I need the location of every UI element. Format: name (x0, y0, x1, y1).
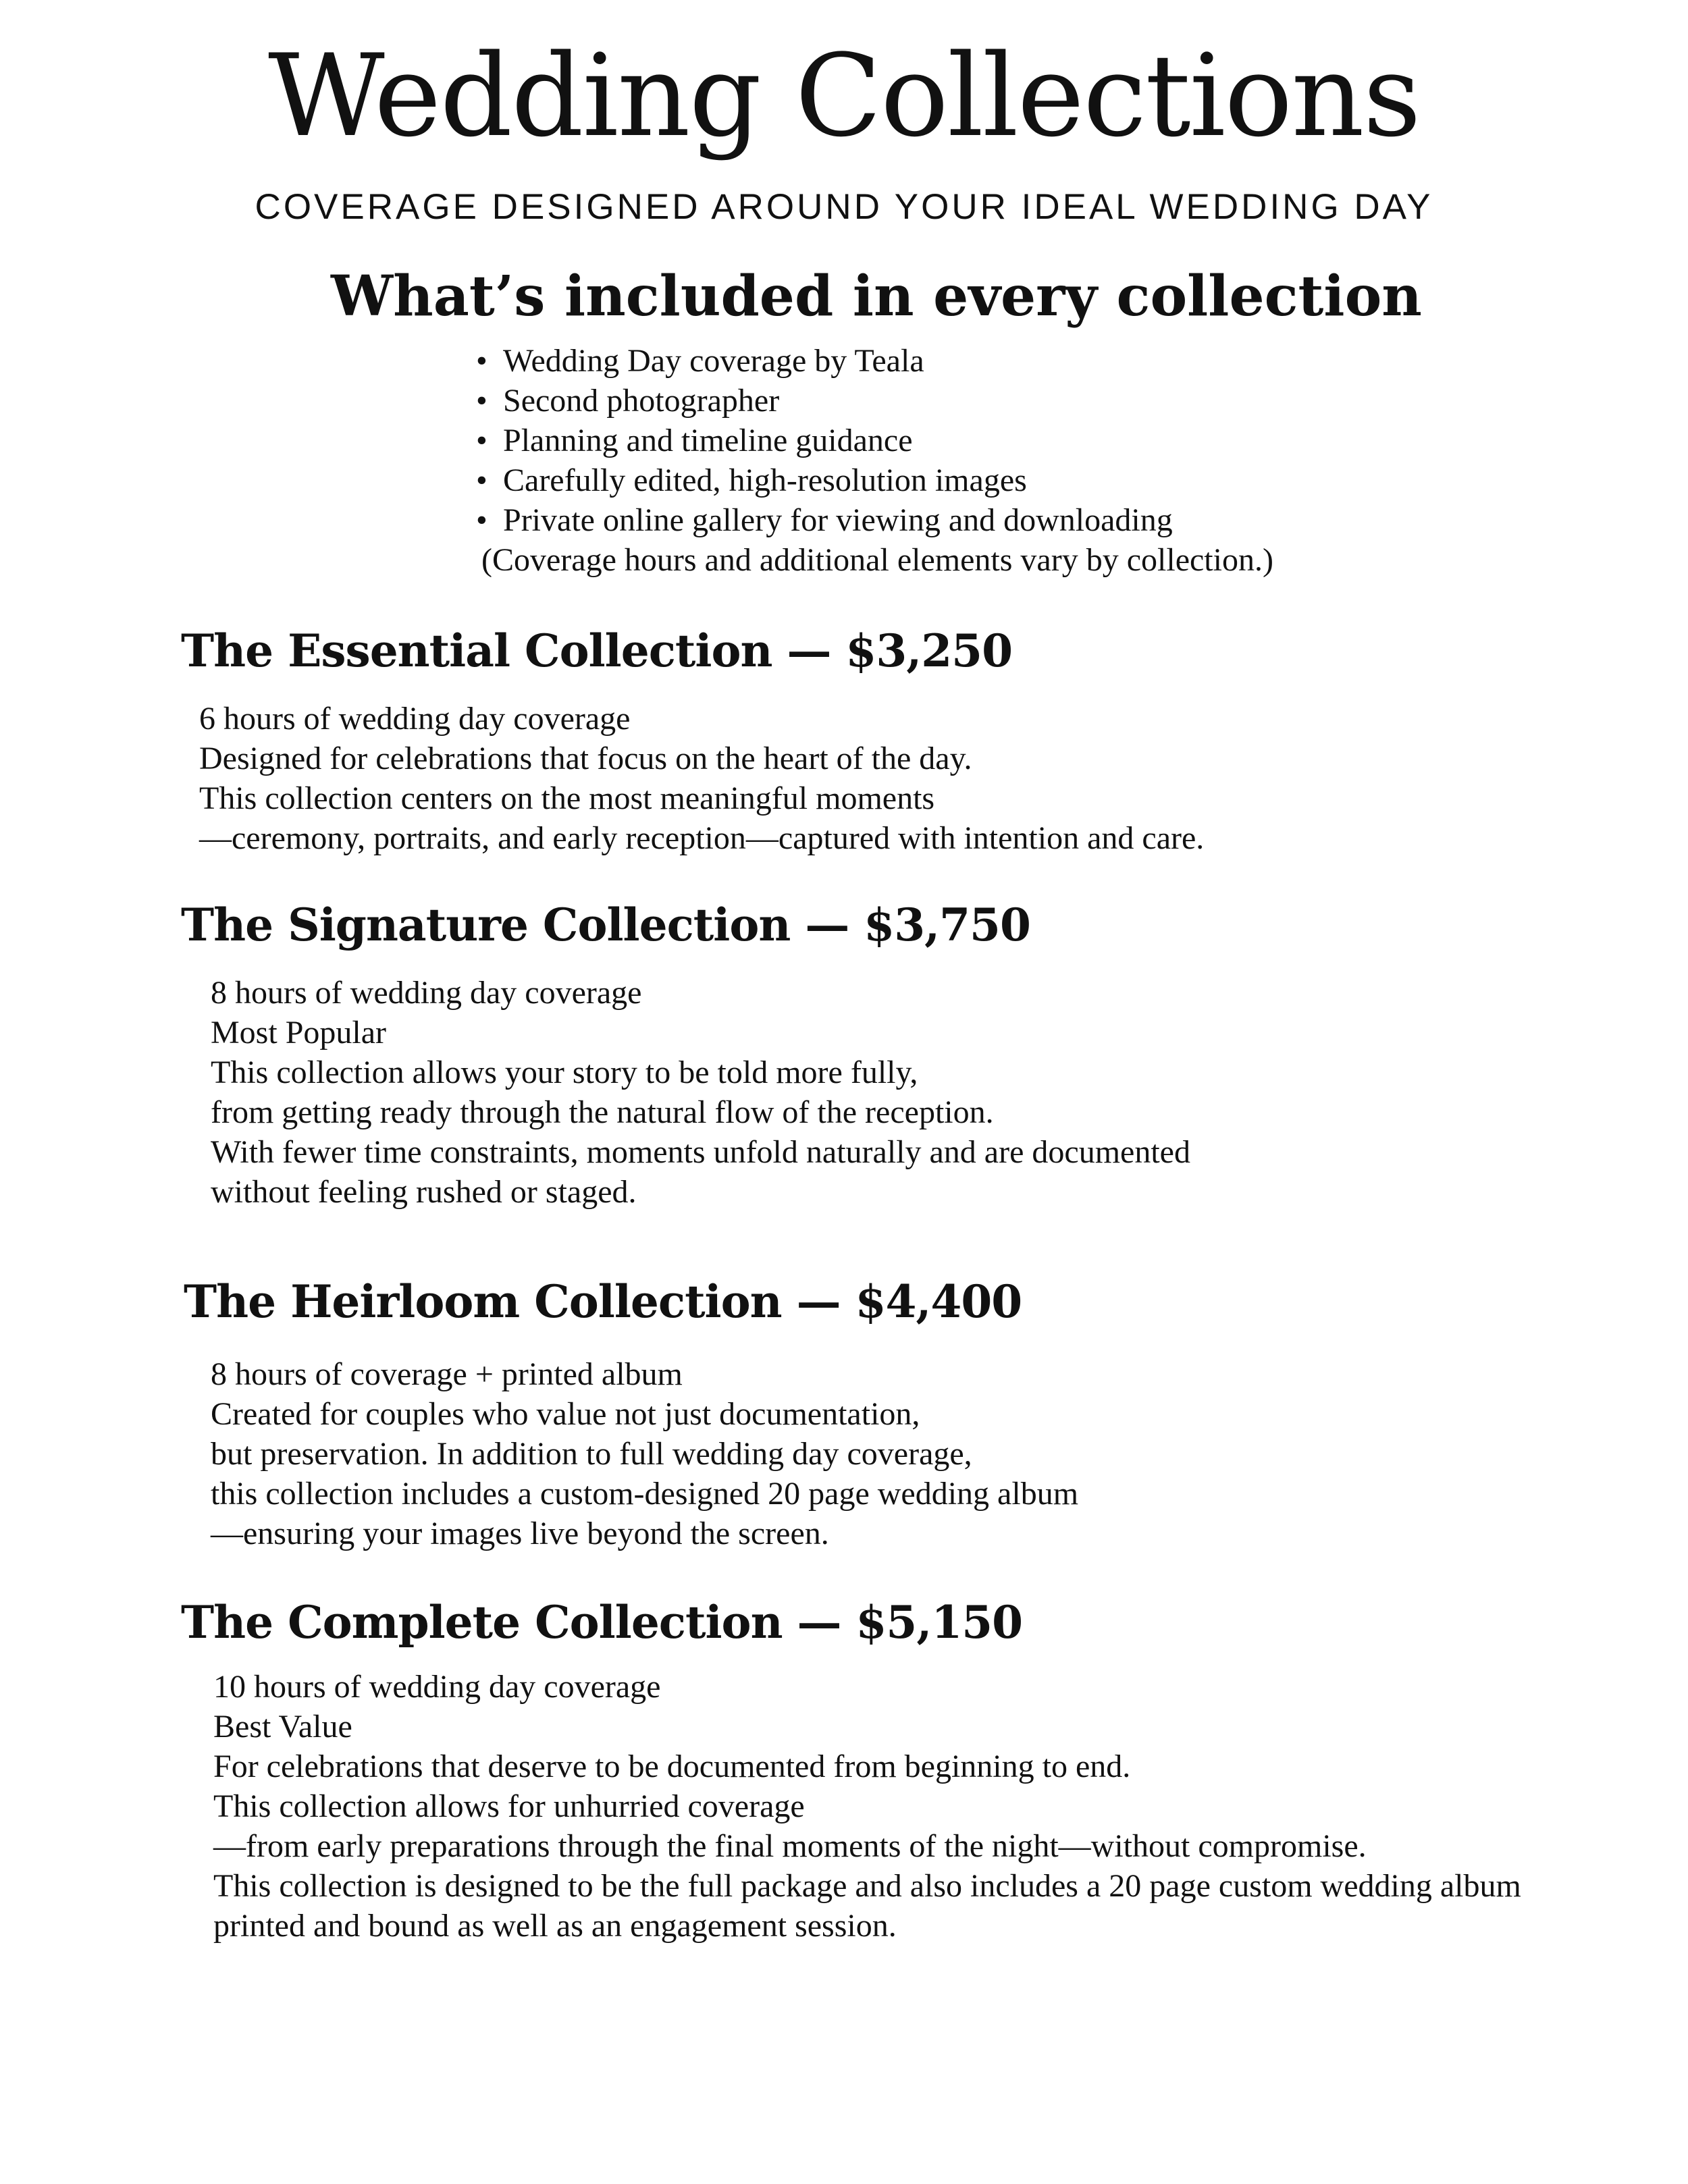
included-heading: What’s included in every collection (331, 264, 1422, 329)
included-note: (Coverage hours and additional elements vary by collection.) (481, 542, 1273, 578)
signature-collection-heading: The Signature Collection — $3,750 (181, 899, 1030, 951)
list-item-text: Second photographer (503, 383, 780, 419)
list-item (476, 381, 1173, 421)
list-item (476, 500, 1173, 540)
essential-collection-heading: The Essential Collection — $3,250 (181, 624, 1013, 677)
description-line: This collection is designed to be the full package and also includes a 20 page custom wedding album (213, 1868, 1521, 1904)
bullet-icon: • (476, 502, 487, 538)
heirloom-collection-heading: The Heirloom Collection — $4,400 (184, 1275, 1022, 1328)
bullet-icon: • (476, 343, 487, 379)
list-item (476, 341, 1173, 381)
description-line: This collection allows your story to be told more fully, (211, 1055, 918, 1090)
bullet-icon: • (476, 423, 487, 458)
description-line: —ceremony, portraits, and early reception—captured with intention and care. (199, 820, 1205, 856)
list-item-text: Carefully edited, high-resolution images (503, 462, 1027, 498)
complete-collection-heading: The Complete Collection — $5,150 (181, 1596, 1023, 1649)
description-line: 8 hours of coverage + printed album (211, 1356, 683, 1392)
included-list (476, 341, 1173, 540)
description-line: With fewer time constraints, moments unfold naturally and are documented (211, 1134, 1190, 1170)
description-line: 6 hours of wedding day coverage (199, 701, 631, 737)
description-line: This collection centers on the most meaningful moments (199, 780, 935, 816)
description-line: printed and bound as well as an engagement session. (213, 1908, 897, 1944)
description-line: —ensuring your images live beyond the screen. (211, 1516, 829, 1551)
list-item-text: Wedding Day coverage by Teala (503, 343, 924, 379)
page-title: Wedding Collections (268, 30, 1420, 162)
description-line: Best Value (213, 1709, 352, 1744)
list-item (476, 460, 1173, 500)
description-line: from getting ready through the natural flow of the reception. (211, 1094, 994, 1130)
description-line: 8 hours of wedding day coverage (211, 975, 642, 1011)
description-line: —from early preparations through the final moments of the night—without compromise. (213, 1828, 1367, 1864)
description-line: For celebrations that deserve to be documented from beginning to end. (213, 1749, 1131, 1784)
bullet-icon: • (476, 383, 487, 419)
description-line: without feeling rushed or staged. (211, 1174, 637, 1210)
bullet-icon: • (476, 462, 487, 498)
complete-collection-description (213, 1667, 1521, 1946)
description-line: This collection allows for unhurried coverage (213, 1788, 805, 1824)
heirloom-collection-description (211, 1354, 1078, 1553)
essential-collection-description (199, 699, 1204, 858)
description-line: this collection includes a custom-designed 20 page wedding album (211, 1476, 1079, 1512)
signature-collection-description (211, 973, 1190, 1212)
description-line: Created for couples who value not just documentation, (211, 1396, 920, 1432)
list-item-text: Private online gallery for viewing and downloading (503, 502, 1173, 538)
page-subtitle: COVERAGE DESIGNED AROUND YOUR IDEAL WEDDING DAY (255, 187, 1433, 227)
description-line: 10 hours of wedding day coverage (213, 1669, 661, 1705)
list-item-text: Planning and timeline guidance (503, 423, 913, 458)
description-line: but preservation. In addition to full wedding day coverage, (211, 1436, 972, 1472)
description-line: Designed for celebrations that focus on the heart of the day. (199, 741, 972, 776)
list-item (476, 421, 1173, 460)
description-line: Most Popular (211, 1015, 387, 1050)
